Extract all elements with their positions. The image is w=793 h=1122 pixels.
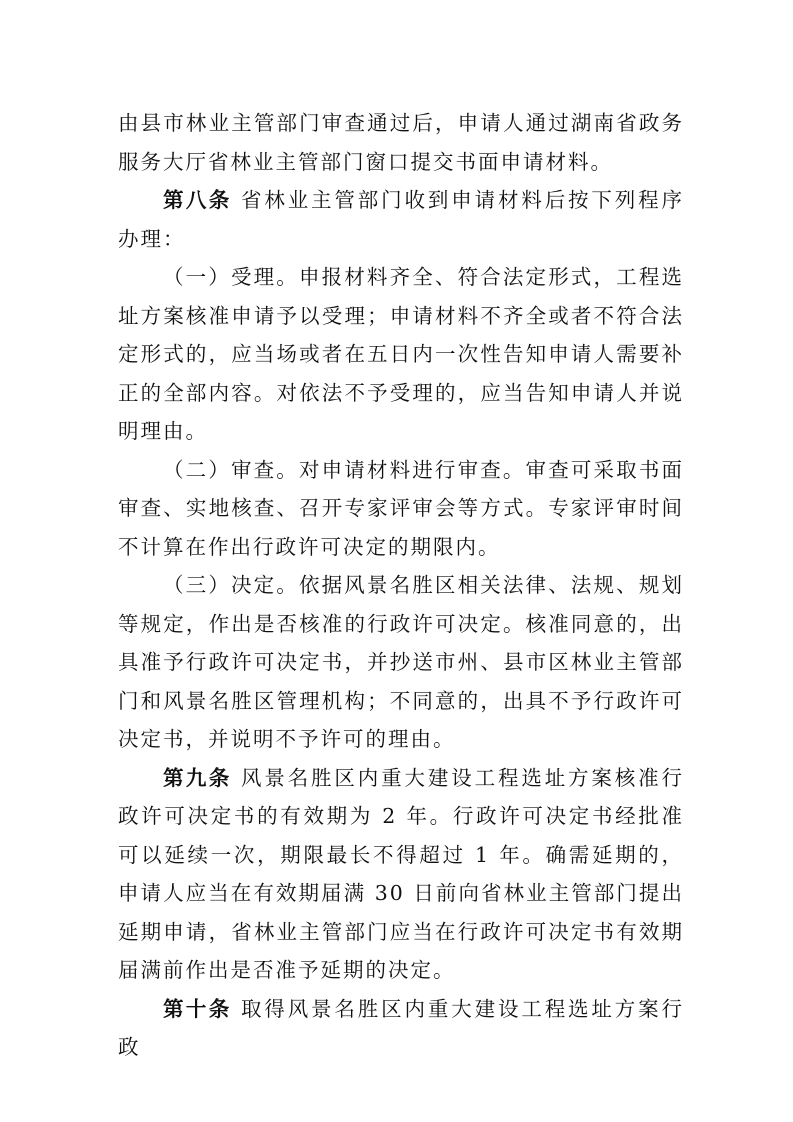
article-number: 第九条 [163, 765, 232, 790]
paragraph-text: 风景名胜区内重大建设工程选址方案核准行政许可决定书的有效期为 2 年。行政许可决定书经批准可以延续一次，期限最长不得超过 1 年。确需延期的，申请人应当在有效期届满 30 日前向省林业主管部门提出延期申请，省林业主管部门应当在行政许可决定书有效期届满前作出是否准予延期的决定。 [118, 765, 685, 982]
article-8 [118, 181, 684, 258]
paragraph-text: 省林业主管部门收到申请材料后按下列程序办理： [118, 188, 685, 251]
paragraph-text: （三）决定。依据风景名胜区相关法律、法规、规划等规定，作出是否核准的行政许可决定。核准同意的，出具准予行政许可决定书，并抄送市州、县市区林业主管部门和风景名胜区管理机构；不同意的，出具不予行政许可决定书，并说明不予许可的理由。 [118, 573, 684, 751]
paragraph-text: （一）受理。申报材料齐全、符合法定形式，工程选址方案核准申请予以受理；申请材料不齐全或者不符合法定形式的，应当场或者在五日内一次性告知申请人需要补正的全部内容。对依法不予受理的，应当告知申请人并说明理由。 [118, 265, 684, 443]
document-body [118, 104, 684, 1067]
paragraph-text: 由县市林业主管部门审查通过后，申请人通过湖南省政务服务大厅省林业主管部门窗口提交书面申请材料。 [118, 111, 684, 174]
paragraph-continuation [118, 104, 684, 181]
paragraph-text: 取得风景名胜区内重大建设工程选址方案行政 [118, 996, 685, 1059]
article-8-item-3 [118, 566, 684, 759]
article-9 [118, 759, 684, 990]
article-8-item-2 [118, 451, 684, 567]
article-10 [118, 990, 684, 1067]
article-8-item-1 [118, 258, 684, 451]
paragraph-text: （二）审查。对申请材料进行审查。审查可采取书面审查、实地核查、召开专家评审会等方式。专家评审时间不计算在作出行政许可决定的期限内。 [118, 457, 684, 559]
article-number: 第十条 [163, 996, 232, 1021]
article-number: 第八条 [163, 188, 232, 212]
